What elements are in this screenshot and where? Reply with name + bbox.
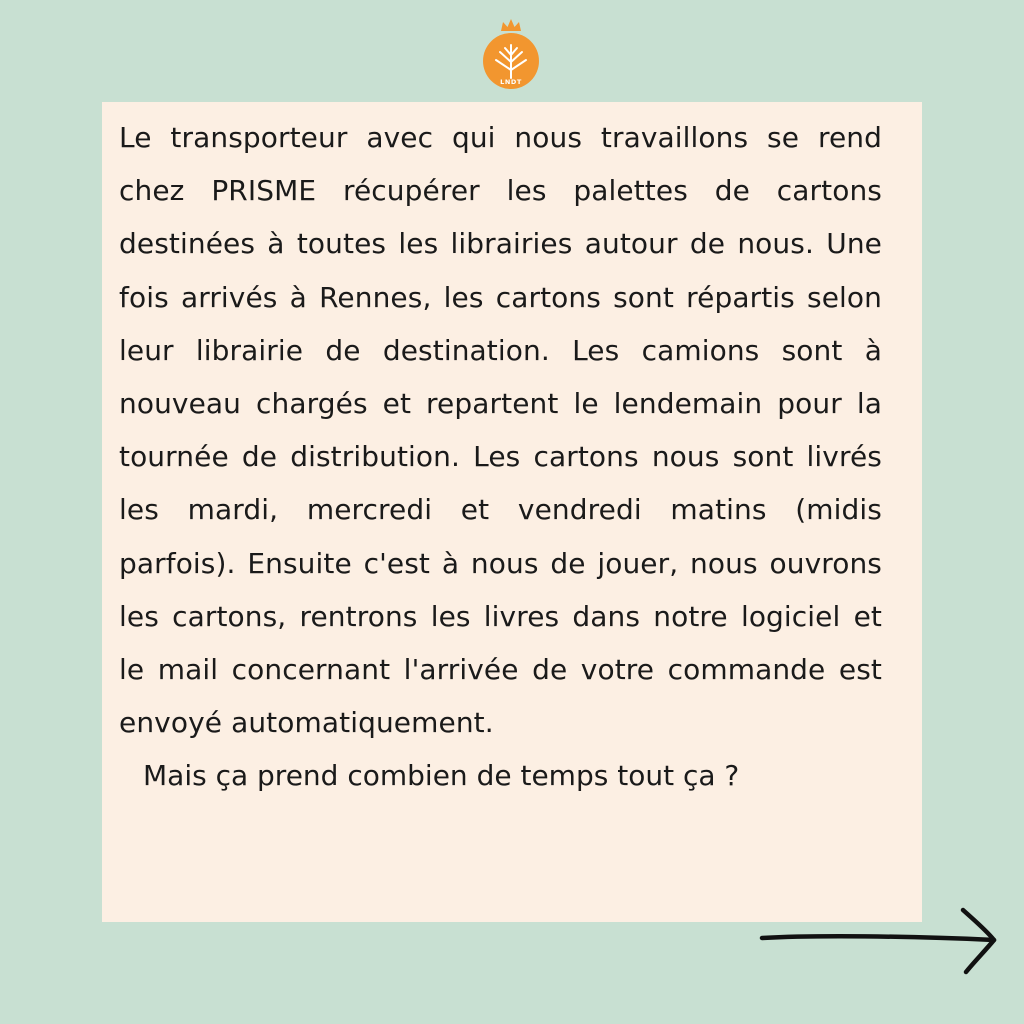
text-card — [102, 102, 922, 922]
logo-text: LNDT — [500, 78, 522, 86]
logo — [478, 14, 544, 104]
body-paragraph: Le transporteur avec qui nous travaillons se rend chez PRISME récupérer les palettes de cartons destinées à toutes les librairies autour de nous. Une fois arrivés à Rennes, les cartons sont répartis selon leur librairie de destination. Les camions sont à nouveau chargés et repartent le lendemain pour la tournée de distribution. Les cartons nous sont livrés les mardi, mercredi et vendredi matins (midis parfois). Ensuite c'est à nous de jouer, nous ouvrons les cartons, rentrons les livres dans notre logiciel et le mail concernant l'arrivée de votre commande est envoyé automatiquement. — [119, 121, 882, 740]
closing-question: Mais ça prend combien de temps tout ça ? — [143, 759, 740, 793]
right-arrow-icon[interactable] — [756, 902, 1004, 982]
crown-icon — [501, 19, 521, 31]
